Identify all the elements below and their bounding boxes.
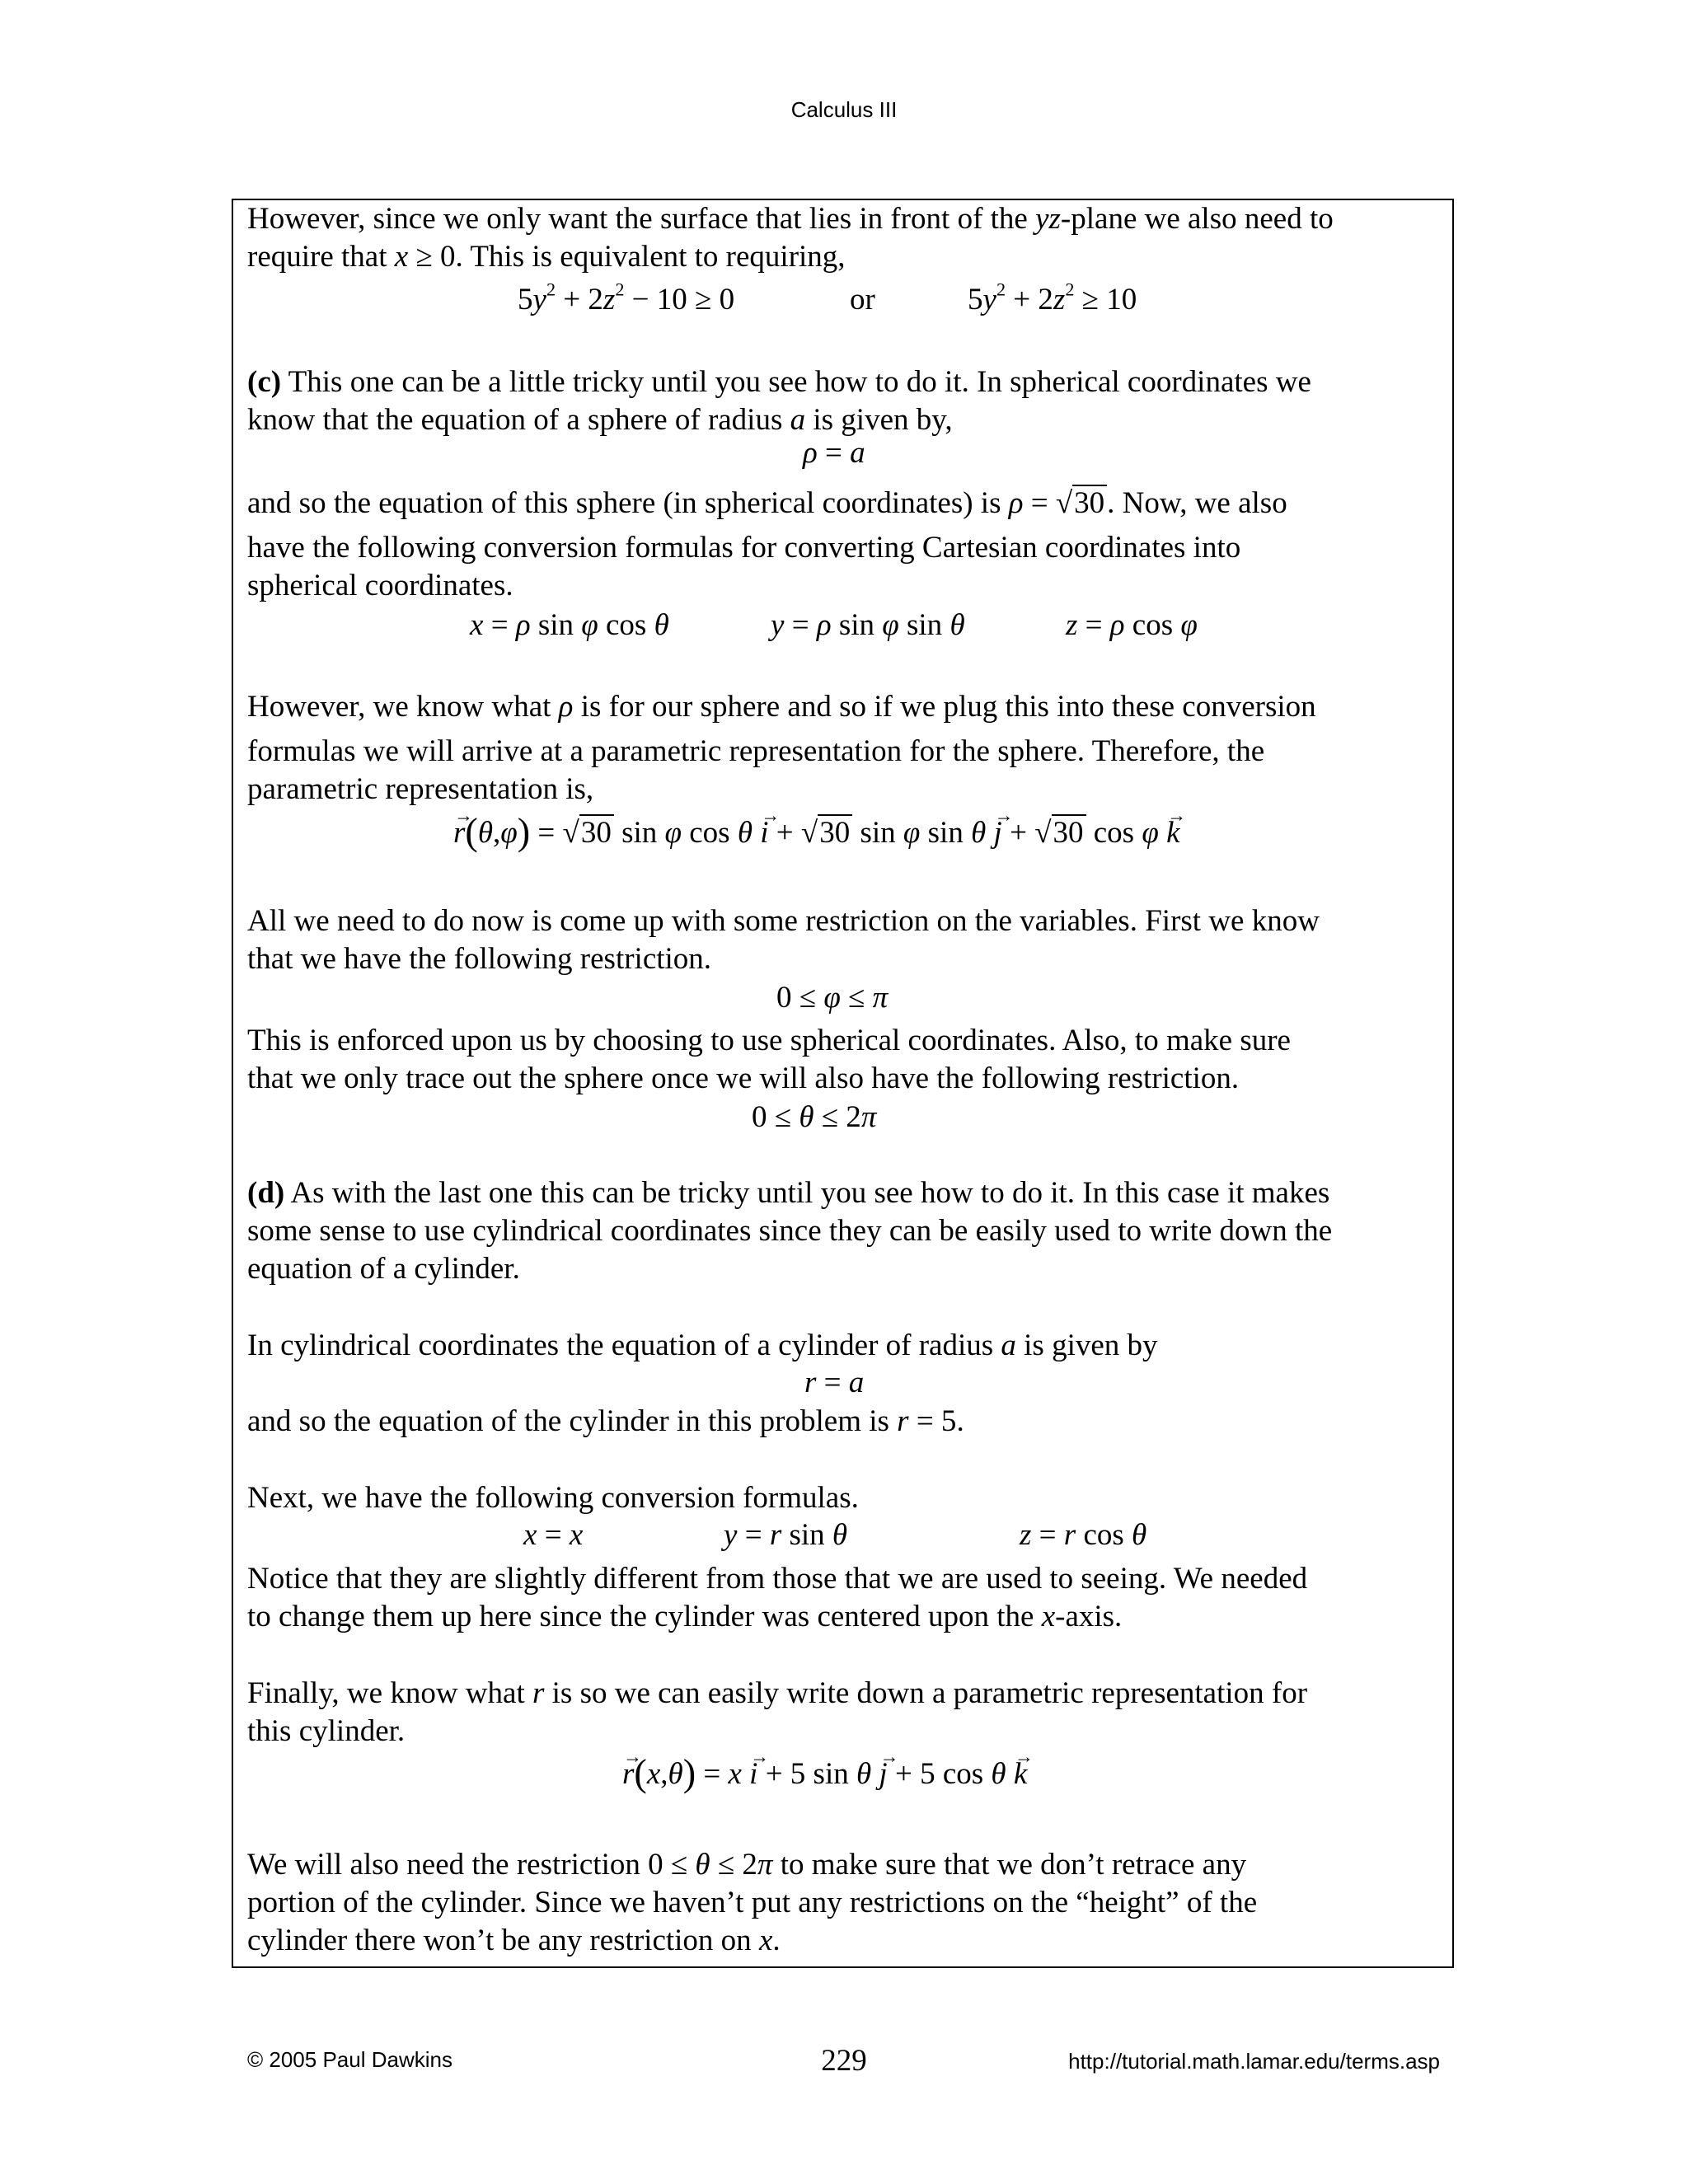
text-line: All we need to do now is come up with some restriction on the variables. First we know	[247, 904, 1320, 938]
text-line: equation of a cylinder.	[247, 1252, 520, 1286]
text-line: that we only trace out the sphere once we will also have the following restriction.	[247, 1062, 1240, 1095]
equation-parametric-cylinder: → r(x,θ) = x → i + 5 sin θ → j + 5 cos θ → k	[622, 1759, 1027, 1789]
text-line: Finally, we know what r is so we can easily write down a parametric representation for	[247, 1676, 1308, 1710]
text-line: that we have the following restriction.	[247, 942, 712, 976]
text-line: We will also need the restriction 0 ≤ θ ≤ 2π to make sure that we don’t retrace any	[247, 1848, 1247, 1882]
text-line: have the following conversion formulas for converting Cartesian coordinates into	[247, 531, 1241, 565]
footer-url: http://tutorial.math.lamar.edu/terms.asp	[1068, 2049, 1440, 2074]
equation-parametric-sphere: → r(θ,φ) = √30 sin φ cos θ → i + √30 sin φ sin θ → j + √30 cos φ → k	[453, 818, 1180, 848]
equation-inequality: $5y^2 + 2z^2 - 10 \ge 0$	[518, 279, 735, 316]
equation-restriction-theta: 0 ≤ θ ≤ 2π	[752, 1100, 877, 1134]
equation-conversion: z = ρ cos φ	[1066, 608, 1198, 642]
or-word: or	[850, 283, 875, 316]
text-line: However, we know what ρ is for our sphere and so if we plug this into these conversion	[247, 690, 1316, 724]
text-line: parametric representation is,	[247, 772, 594, 806]
text-line: Notice that they are slightly different from those that we are used to seeing. We needed	[247, 1562, 1308, 1596]
text-line: This is enforced upon us by choosing to use spherical coordinates. Also, to make sure	[247, 1024, 1291, 1057]
text-line: know that the equation of a sphere of radius a is given by,	[247, 403, 953, 437]
equation-conversion: y = r sin θ	[724, 1518, 848, 1552]
text-line: portion of the cylinder. Since we haven’t put any restrictions on the “height” of the	[247, 1886, 1258, 1919]
text-line: and so the equation of this sphere (in spherical coordinates) is ρ = √30. Now, we also	[247, 486, 1287, 520]
part-d-label: (d)	[247, 1176, 285, 1210]
text-line: (d) As with the last one this can be tricky until you see how to do it. In this case it makes	[247, 1176, 1330, 1210]
footer-copyright: © 2005 Paul Dawkins	[247, 2047, 452, 2072]
text-line: this cylinder.	[247, 1714, 406, 1748]
equation-restriction-phi: 0 ≤ φ ≤ π	[776, 981, 889, 1015]
equation-cylinder: r = a	[804, 1366, 865, 1399]
text-line: Next, we have the following conversion formulas.	[247, 1481, 859, 1515]
text-line: to change them up here since the cylinder was centered upon the x-axis.	[247, 1600, 1123, 1633]
equation-sphere: ρ = a	[803, 436, 865, 470]
equation-conversion: x = x	[523, 1518, 584, 1552]
text-line: spherical coordinates.	[247, 569, 513, 602]
text-line: In cylindrical coordinates the equation of a cylinder of radius a is given by	[247, 1329, 1158, 1362]
text-line: formulas we will arrive at a parametric representation for the sphere. Therefore, the	[247, 734, 1265, 768]
equation-conversion: y = ρ sin φ sin θ	[771, 608, 965, 642]
text-line: cylinder there won’t be any restriction on x.	[247, 1924, 781, 1957]
text-line: However, since we only want the surface that lies in front of the yz-plane we also need to	[247, 202, 1334, 236]
text-line: some sense to use cylindrical coordinates since they can be easily used to write down the	[247, 1214, 1333, 1248]
text-line: require that x ≥ 0. This is equivalent to requiring,	[247, 240, 846, 274]
text-line: (c) This one can be a little tricky until you see how to do it. In spherical coordinates we	[247, 365, 1311, 399]
text-line: and so the equation of the cylinder in this problem is r = 5.	[247, 1404, 964, 1438]
equation-conversion: x = ρ sin φ cos θ	[470, 608, 669, 642]
part-c-label: (c)	[247, 365, 282, 399]
equation-conversion: z = r cos θ	[1020, 1518, 1147, 1552]
page-header-title: Calculus III	[790, 97, 898, 122]
equation-inequality: $5y^2 + 2z^2 \ge 10$	[968, 279, 1137, 316]
footer-page-number: 229	[821, 2044, 867, 2078]
